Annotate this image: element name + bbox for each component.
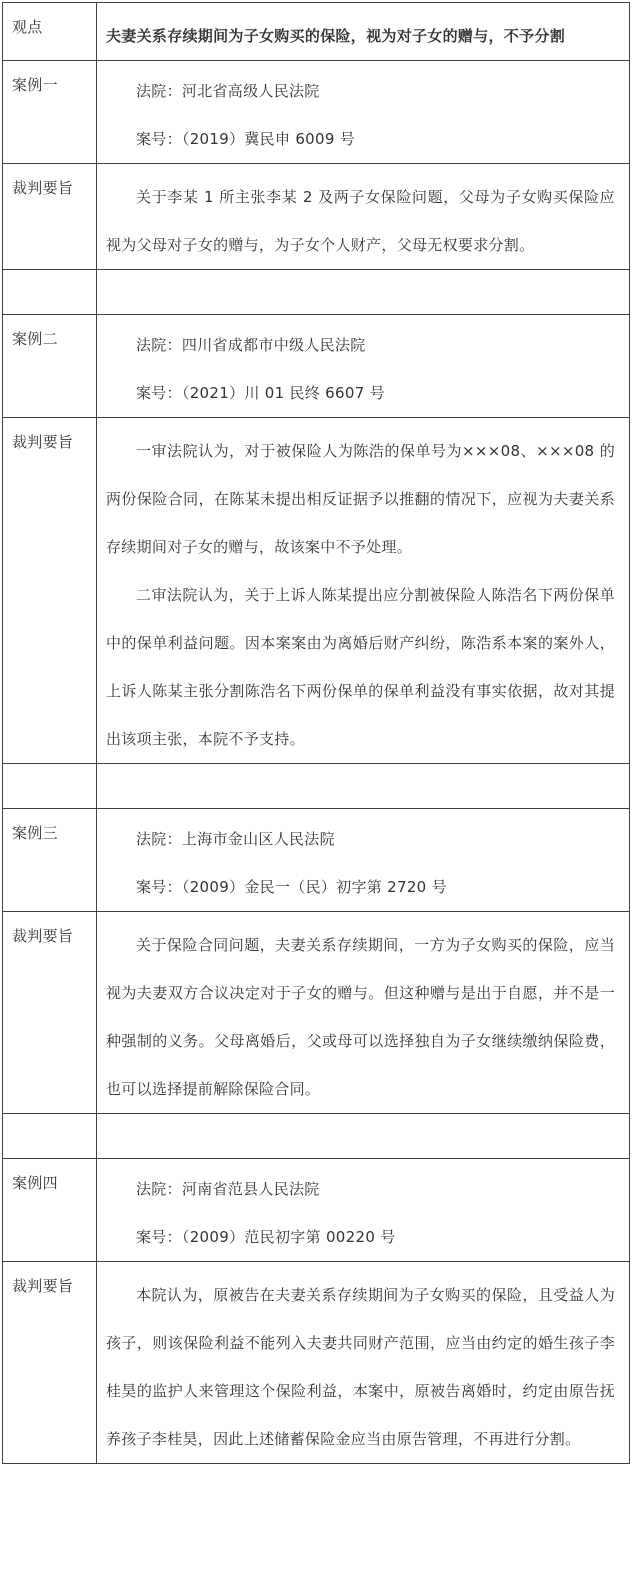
court-name: 法院：河南省范县人民法院 [136, 1180, 320, 1198]
ruling-row-1 [3, 164, 630, 270]
case-number: 案号：（2009）范民初字第 00220 号 [136, 1228, 396, 1246]
case-court-info [97, 1159, 630, 1262]
case-row-4 [3, 1159, 630, 1262]
case-row-3 [3, 809, 630, 912]
ruling-text [97, 1262, 630, 1464]
ruling-row-2 [3, 418, 630, 764]
case-court-info [97, 61, 630, 164]
case-label: 案例一 [3, 61, 97, 164]
viewpoint-text: 夫妻关系存续期间为子女购买的保险，视为对子女的赠与，不予分割 [97, 3, 630, 61]
case-label: 案例二 [3, 315, 97, 418]
ruling-row-4 [3, 1262, 630, 1464]
ruling-row-3 [3, 912, 630, 1114]
court-name: 法院：四川省成都市中级人民法院 [136, 336, 366, 354]
ruling-paragraph: 关于保险合同问题，夫妻关系存续期间，一方为子女购买的保险，应当视为夫妻双方合议决定对于子女的赠与。但这种赠与是出于自愿，并不是一种强制的义务。父母离婚后，父或母可以选择独自为子女继续缴纳保险费，也可以选择提前解除保险合同。 [106, 936, 615, 1098]
ruling-text [97, 164, 630, 270]
case-row-1 [3, 61, 630, 164]
court-name: 法院：上海市金山区人民法院 [136, 830, 335, 848]
case-number: 案号：（2021）川 01 民终 6607 号 [136, 384, 385, 402]
ruling-paragraph: 二审法院认为，关于上诉人陈某提出应分割被保险人陈浩名下两份保单中的保单利益问题。因本案案由为离婚后财产纠纷，陈浩系本案的案外人，上诉人陈某主张分割陈浩名下两份保单的保单利益没有事实依据，故对其提出该项主张，本院不予支持。 [106, 586, 615, 748]
spacer-row [3, 764, 630, 809]
ruling-paragraph: 本院认为，原被告在夫妻关系存续期间为子女购买的保险，且受益人为孩子，则该保险利益不能列入夫妻共同财产范围，应当由约定的婚生孩子李桂昊的监护人来管理这个保险利益，本案中，原被告离婚时，约定由原告抚养孩子李桂昊，因此上述储蓄保险金应当由原告管理，不再进行分割。 [106, 1286, 615, 1448]
ruling-text [97, 418, 630, 764]
spacer-row [3, 1114, 630, 1159]
court-name: 法院：河北省高级人民法院 [136, 82, 320, 100]
viewpoint-label: 观点 [3, 3, 97, 61]
case-row-2 [3, 315, 630, 418]
spacer-row [3, 270, 630, 315]
ruling-text [97, 912, 630, 1114]
ruling-paragraph: 关于李某 1 所主张李某 2 及两子女保险问题，父母为子女购买保险应视为父母对子女的赠与，为子女个人财产，父母无权要求分割。 [106, 188, 615, 254]
case-court-info [97, 809, 630, 912]
ruling-label: 裁判要旨 [3, 1262, 97, 1464]
ruling-label: 裁判要旨 [3, 164, 97, 270]
cases-table [2, 2, 630, 1464]
ruling-label: 裁判要旨 [3, 912, 97, 1114]
case-court-info [97, 315, 630, 418]
case-label: 案例三 [3, 809, 97, 912]
viewpoint-row [3, 3, 630, 61]
ruling-paragraph: 一审法院认为，对于被保险人为陈浩的保单号为×××08、×××08 的两份保险合同，在陈某未提出相反证据予以推翻的情况下，应视为夫妻关系存续期间对子女的赠与，故该案中不予处理。 [106, 442, 615, 556]
case-number: 案号：（2009）金民一（民）初字第 2720 号 [136, 878, 447, 896]
ruling-label: 裁判要旨 [3, 418, 97, 764]
case-number: 案号：（2019）冀民申 6009 号 [136, 130, 356, 148]
case-label: 案例四 [3, 1159, 97, 1262]
